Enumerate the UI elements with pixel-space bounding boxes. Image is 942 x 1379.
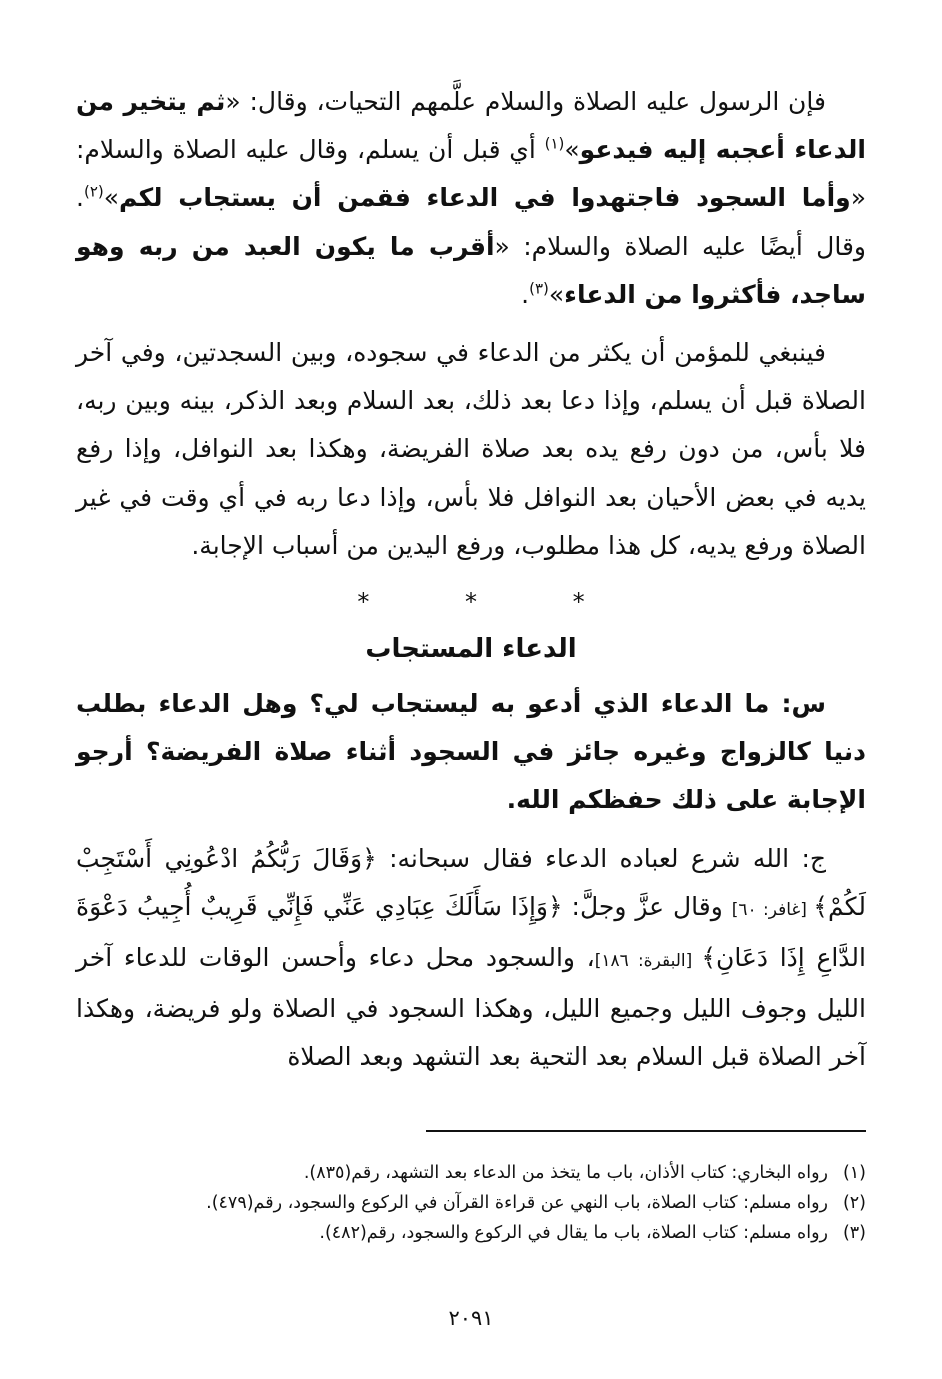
hadith-quote: وأما السجود فاجتهدوا في الدعاء فقمن أن يستجاب لكم	[119, 183, 851, 213]
footnote	[76, 1188, 866, 1218]
footnote-ref[interactable]: (١)	[544, 134, 565, 153]
section-title: الدعاء المستجاب	[365, 634, 577, 665]
footnote-number: (٢)	[842, 1193, 866, 1213]
text-segment: . وقال أيضًا عليه الصلاة والسلام: «	[76, 183, 866, 261]
footnote-divider	[426, 1130, 866, 1132]
text-segment: فإن الرسول عليه الصلاة والسلام علَّمهم التحيات، وقال: «	[225, 87, 826, 116]
page-number: ٢٠٩١	[448, 1306, 494, 1330]
text-segment: ج: الله شرع لعباده الدعاء فقال سبحانه:	[376, 843, 826, 873]
verse-reference: [البقرة: ١٨٦]	[594, 951, 702, 972]
quran-verse: ﴿وَإِذَا سَأَلَكَ عِبَادِي عَنِّي فَإِنِّي قَرِيبٌ أُجِيبُ دَعْوَةَ الدَّاعِ إِذَا دَعَانِ﴾	[76, 891, 866, 973]
footnote-text: رواه البخاري: كتاب الأذان، باب ما يتخذ من الدعاء بعد التشهد، رقم(٨٣٥).	[303, 1163, 828, 1183]
footnote-text: رواه مسلم: كتاب الصلاة، باب ما يقال في الركوع والسجود، رقم(٤٨٢).	[319, 1223, 828, 1243]
quran-verse: ﴿وَقَالَ رَبُّكُمُ ادْعُونِي أَسْتَجِبْ لَكُمْ﴾	[76, 843, 867, 921]
hadith-quote: أقرب ما يكون العبد من ربه وهو ساجد، فأكثروا من الدعاء	[76, 231, 866, 309]
section-separator: * * *	[357, 588, 629, 617]
hadith-quote: ثم يتخير من الدعاء أعجبه إليه فيدعو	[76, 87, 867, 165]
footnote-ref[interactable]: (٢)	[83, 183, 104, 202]
footnotes	[76, 1158, 866, 1248]
paragraph-advice: فينبغي للمؤمن أن يكثر من الدعاء في سجوده، وبين السجدتين، وفي آخر الصلاة قبل أن يسلم، وإذا دعا بعد ذلك، بعد السلام وبعد الذكر، بينه وبين ربه، فلا بأس، من دون رفع يده بعد صلاة الفريضة، وهكذا بعد النوافل، وإذا رفع يديه في بعض الأحيان بعد النوافل فلا بأس، وإذا دعا ربه في أي وقت في غير الصلاة ورفع يديه، كل هذا مطلوب، ورفع اليدين من أسباب الإجابة.	[76, 338, 866, 560]
main-text	[76, 78, 866, 1092]
answer-paragraph	[76, 835, 866, 1082]
text-segment: أي قبل أن يسلم، وقال عليه الصلاة والسلام: «	[76, 135, 866, 213]
paragraph-hadiths	[76, 78, 866, 319]
text-segment: وقال عزَّ وجلَّ:	[562, 891, 732, 921]
verse-reference: [غافر: ٦٠]	[731, 899, 814, 920]
question-paragraph: س: ما الدعاء الذي أدعو به ليستجاب لي؟ وهل الدعاء بطلب دنيا كالزواج وغيره جائز في السجود أثناء صلاة الفريضة؟ أرجو الإجابة على ذلك حفظكم الله.	[76, 689, 866, 815]
footnote-ref[interactable]: (٣)	[529, 279, 549, 298]
footnote-number: (١)	[842, 1163, 866, 1183]
footnote-number: (٣)	[842, 1223, 866, 1243]
text-segment: »	[103, 183, 120, 213]
text-segment: .	[521, 279, 530, 309]
footnote	[76, 1158, 866, 1188]
text-segment: ، والسجود محل دعاء وأحسن الوقات للدعاء آخر الليل وجوف الليل وجميع الليل، وهكذا السجود في الصلاة ولو فريضة، وهكذا آخر الصلاة قبل السلام بعد التحية بعد التشهد وبعد الصلاة	[76, 943, 866, 1072]
text-segment: »	[548, 279, 565, 309]
footnote	[76, 1218, 866, 1248]
text-segment: »	[564, 135, 580, 165]
footnote-text: رواه مسلم: كتاب الصلاة، باب النهي عن قراءة القرآن في الركوع والسجود، رقم(٤٧٩).	[206, 1193, 828, 1213]
